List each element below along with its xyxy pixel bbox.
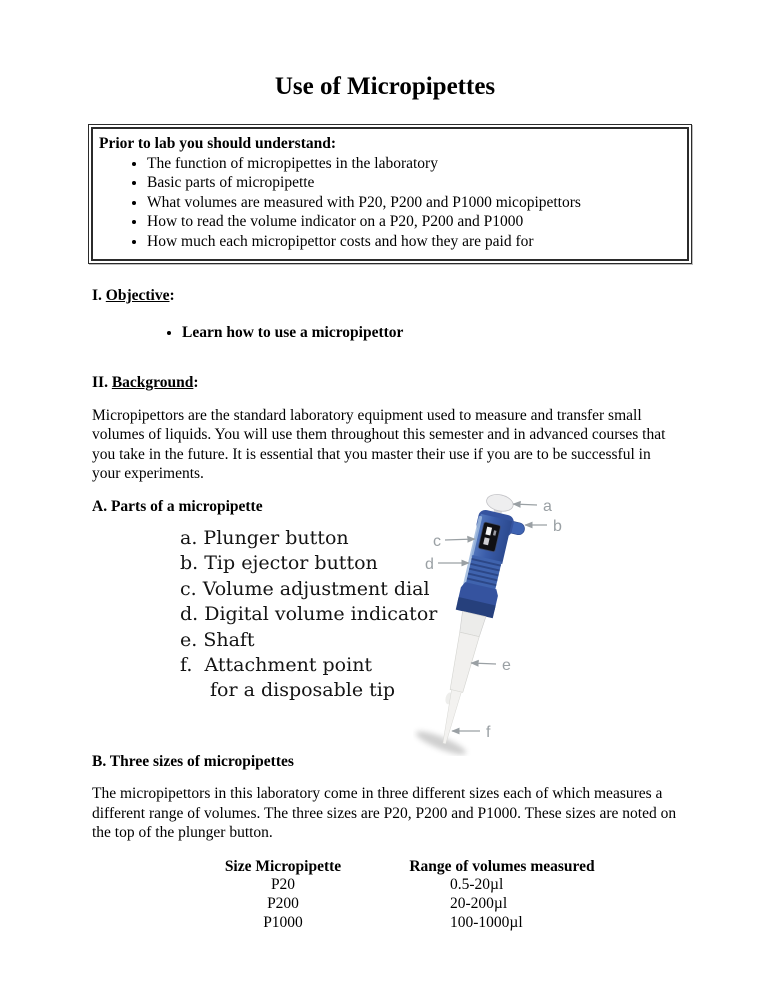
table-cell-range-p1000: 100-1000µl: [450, 913, 523, 931]
sizes-paragraph: The micropipettors in this laboratory come in three different sizes each of which measures a different range of volumes. The three sizes are P20, P200 and P1000. These sizes are noted on the top of the plunger button.: [92, 785, 677, 842]
background-heading-word: Background: [111, 374, 194, 391]
figure-label-f: f: [486, 724, 491, 741]
prior-box-heading: Prior to lab you should understand:: [99, 135, 337, 152]
tip-attachment-point: [439, 690, 461, 745]
prior-bullet-5: • How much each micropipettor costs and how they are paid for: [147, 232, 677, 252]
background-colon: :: [193, 374, 199, 391]
background-numeral: II.: [92, 374, 108, 391]
part-item-f: f. Attachment point: [180, 654, 373, 677]
objective-bullet: • Learn how to use a micropipettor: [182, 323, 678, 343]
table-cell-size-p200: P200: [267, 895, 299, 913]
prior-bullet-2: • Basic parts of micropipette: [147, 173, 677, 193]
objective-numeral: I.: [92, 287, 102, 304]
micropipette-image: [413, 486, 583, 756]
size-column: [180, 858, 386, 932]
document-title: Use of Micropipettes: [274, 73, 496, 100]
table-cell-size-p20: P20: [270, 876, 296, 894]
objective-colon: :: [169, 287, 175, 304]
sizes-table: [92, 858, 678, 932]
prior-knowledge-box: [88, 124, 692, 264]
table-header-range: Range of volumes measured: [409, 857, 595, 875]
prior-bullet-3: • What volumes are measured with P20, P200 and P1000 micopipettors: [147, 193, 677, 213]
part-item-c: c. Volume adjustment dial: [180, 577, 430, 600]
figure-label-b: b: [553, 518, 562, 535]
micropipette-figure: [413, 486, 583, 756]
sizes-heading: B. Three sizes of micropipettes: [92, 752, 294, 770]
part-item-b: b. Tip ejector button: [180, 552, 378, 575]
figure-label-e-arrow: [471, 663, 496, 664]
plunger-button: [485, 492, 515, 514]
part-item-e: e. Shaft: [180, 628, 255, 651]
figure-label-e: e: [502, 657, 511, 674]
pipette-shadow: [414, 727, 469, 756]
part-item-f-cont: for a disposable tip: [210, 679, 396, 702]
background-heading: [92, 373, 678, 393]
figure-label-a: a: [543, 498, 552, 515]
figure-label-d: d: [425, 556, 434, 573]
figure-label-c: c: [433, 533, 441, 550]
table-header-size: Size Micropipette: [224, 857, 342, 875]
figure-label-c-arrow: [445, 539, 475, 540]
background-paragraph: Micropipettors are the standard laboratory equipment used to measure and transfer small volumes of liquids. You will use them throughout this semester and in advanced courses that you take in the future. It is essential that you master their use if you are to be successful in your experiments.: [92, 406, 666, 482]
table-cell-size-p1000: P1000: [263, 913, 303, 931]
table-cell-range-p200: 20-200µl: [450, 895, 508, 913]
objective-heading-word: Objective: [105, 287, 170, 304]
prior-knowledge-box-inner: [91, 127, 689, 261]
table-cell-range-p20: 0.5-20µl: [450, 876, 504, 894]
parts-heading: A. Parts of a micropipette: [92, 497, 263, 515]
objective-list: [92, 323, 678, 343]
part-item-d: d. Digital volume indicator: [180, 603, 438, 626]
part-item-a: a. Plunger button: [180, 527, 349, 549]
prior-bullet-4: • How to read the volume indicator on a P20, P200 and P1000: [147, 212, 677, 232]
prior-box-list: [99, 154, 677, 252]
prior-bullet-1: • The function of micropipettes in the laboratory: [147, 154, 677, 174]
range-column: [407, 858, 597, 932]
parts-list: [92, 526, 678, 704]
figure-label-a-arrow: [513, 504, 537, 505]
objective-heading: [92, 286, 678, 306]
